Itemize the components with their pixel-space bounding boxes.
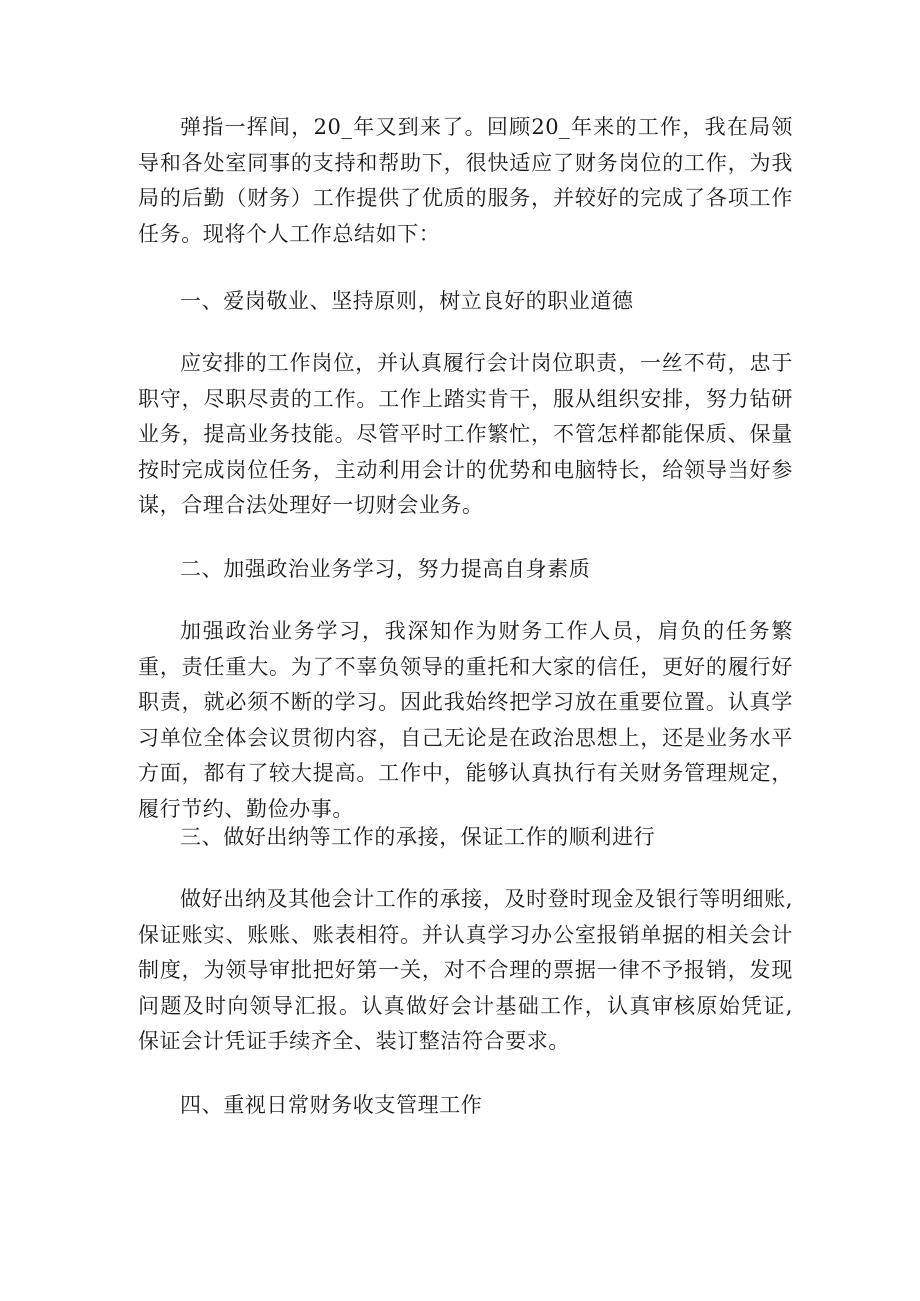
section-1-heading: 一、爱岗敬业、坚持原则，树立良好的职业道德 bbox=[180, 289, 634, 313]
section-1-body-block bbox=[138, 346, 793, 524]
section-1-body: 应安排的工作岗位，并认真履行会计岗位职责，一丝不苟，忠于职守，尽职尽责的工作。工作上踏实肯干，服从组织安排，努力钻研业务，提高业务技能。尽管平时工作繁忙，不管怎样都能保质、保量按时完成岗位任务，主动利用会计的优势和电脑特长，给领导当好参谋，合理合法处理好一切财会业务。 bbox=[138, 351, 793, 517]
section-3-body-block bbox=[138, 882, 793, 1060]
intro-paragraph: 弹指一挥间，20_年又到来了。回顾20_年来的工作，我在局领导和各处室同事的支持和帮助下，很快适应了财务岗位的工作，为我局的后勤（财务）工作提供了优质的服务，并较好的完成了各项工作任务。现将个人工作总结如下： bbox=[138, 115, 793, 246]
intro-block bbox=[138, 110, 793, 252]
section-2-body: 加强政治业务学习，我深知作为财务工作人员，肩负的任务繁重，责任重大。为了不辜负领导的重托和大家的信任，更好的履行好职责，就必须不断的学习。因此我始终把学习放在重要位置。认真学习单位全体会议贯彻内容，自己无论是在政治思想上，还是业务水平方面，都有了较大提高。工作中，能够认真执行有关财务管理规定，履行节约、勤俭办事。 bbox=[138, 619, 793, 821]
section-1-heading-block bbox=[138, 284, 793, 320]
section-4-heading-block bbox=[138, 1088, 793, 1124]
section-2-heading-block bbox=[138, 552, 793, 588]
section-3-heading-block bbox=[138, 820, 793, 856]
section-2-heading: 二、加强政治业务学习，努力提高自身素质 bbox=[180, 557, 591, 581]
section-3-body: 做好出纳及其他会计工作的承接，及时登时现金及银行等明细账,保证账实、账账、账表相符。并认真学习办公室报销单据的相关会计制度，为领导审批把好第一关，对不合理的票据一律不予报销，发现问题及时向领导汇报。认真做好会计基础工作，认真审核原始凭证,保证会计凭证手续齐全、装订整洁符合要求。 bbox=[138, 887, 793, 1053]
section-3-heading: 三、做好出纳等工作的承接，保证工作的顺利进行 bbox=[180, 825, 656, 849]
section-2-body-block bbox=[138, 614, 793, 827]
section-4-heading: 四、重视日常财务收支管理工作 bbox=[180, 1093, 483, 1117]
